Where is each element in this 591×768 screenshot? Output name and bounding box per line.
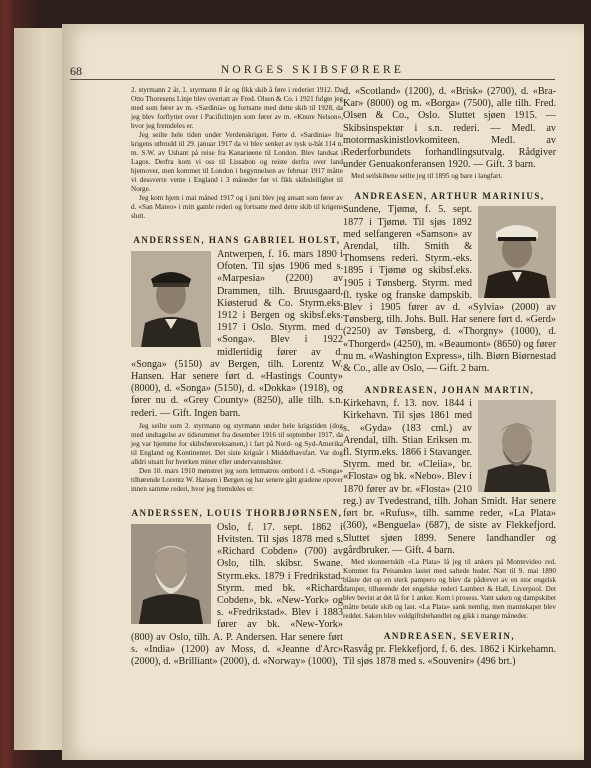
portrait-photo xyxy=(478,206,556,298)
entry-text: Oslo, f. 17. sept. 1862 i Hvitsten. Til sjøs 1878 med s. «Richard Cobden» (700) av Oslo, tilh. skibsr. Swane. Styrm.eks. 1879 i Fredrikstad. Styrm. med bk. «Richard Cobden», bk. «New-York» og s. «Fredrikstad». Blev i 1883 fører av bk. «New-York» (800) av Oslo, tilh. A. P. Andersen. Har senere ført s. «India» (1200) av Moss, d. «Jeanne d'Arc» (2000), d. «Brilliant» (2000), d. «Norway» (1000), xyxy=(131,521,343,668)
left-column xyxy=(131,86,343,668)
entry-name: ANDERSSEN, HANS GABRIEL HOLST, xyxy=(133,235,341,245)
entry-text: Kirkehavn, f. 13. nov. 1844 i Kirkehavn. Til sjøs 1861 med s. «Gyda» (183 cml.) av Arendal, tilh. Stian Eriksen m. fl. Styrm.eks. 1866 i Stavanger. Styrm. med br. «Cleiia», br. «Flosta» og bk. «Nebo». Blev i 1870 fører av br. «Flosta» (210 reg.) av Tvedestrand, tilh. Johan Smidt. Har senere ført br. «Rufus», tilh. samme reder, «La Plata» (360), «Benguela» (687), de siste av Flekkefjord. Sluttet sjøen 1899. Senere landhandler og gårdbruker. — Gift. 4 barn. xyxy=(343,398,556,556)
portrait-photo xyxy=(131,251,211,347)
entry-text-continued: d. «Scotland» (1200), d. «Brisk» (2700), d. «Bra-Kar» (8000) og m. «Borga» (7500), alle tilh. Fred. Olsen & Co., Oslo. Sluttet sjøen 1915. — Skibsinspektør i s.n. rederi. — Medl. av motormaskinistlovkomiteen. Medl. av Rederforbundets forhandlingsutvalg. Rådgiver under Genuakonferansen 1920. — Gift. 3 barn. xyxy=(343,86,556,171)
entry-text: Rasvåg pr. Flekkefjord, f. 6. des. 1862 i Kirkehamn. Til sjøs 1878 med s. «Souvenir» (496 brt.) xyxy=(343,643,556,668)
intro-paragraph: 2. styrmann 2 år, 1. styrmann 8 år og fikk skib å føre i rederiet 1912. Da Otto Thoresens Linje blev overtatt av Fred. Olsen & Co. i 1921 fulgte jeg med som fører av m. «Sardinia» og fortsatte med dette skib til 1928, da jeg blev forflyttet over i Pacificlinjen som fører av m. «Knute Nelson», hvor jeg fremdeles er. xyxy=(131,86,343,130)
portrait-photo xyxy=(478,400,556,492)
entry-note: Jeg seilte som 2. styrmann og styrmann under hele krigstiden (dog med undtagelse av tidsrummet fra desember 1916 til september 1917, da jeg var hjemme for skibsførereksamen,) i fart på Nord- og Syd-Amerika til England og Kontinentet. Det siste krigsår i Middelhavsfart. Var dog alldri utsatt for hverken miner eller undervannsbåter. xyxy=(131,421,343,466)
right-column xyxy=(343,86,556,668)
entry-name: ANDREASEN, SEVERIN, xyxy=(383,630,516,641)
portrait-photo xyxy=(131,524,211,624)
entry-text: Sundene, Tjømø, f. 5. sept. 1877 i Tjømø. Til sjøs 1892 med selfangeren «Samson» av Arendal, tilh. Smith & Thomsens rederi. Styrm.-eks. 1895 i Tjømø og skibsf.eks. 1905 i Tønsberg. Styrm. med fl. tyske og franske dampskib. Blev i 1905 fører av d. «Sylvia» (2000) av Tønsberg, tilh. Johs. Bull. Har senere ført d. «Gerd» (2250) av Tønsberg, d. «Thorgny» (1000), d. «Thorgerd» (4250), m. «Beaumont» (8650) og fører nu m. «Washington Express», tilh. Biørn Biørnestad & Co., alle av Oslo, — Gift. 2 barn. xyxy=(343,204,556,375)
page-header xyxy=(70,64,555,80)
entry-note: Den 10. mars 1910 mønstret jeg som lettmatros ombord i d. «Songa» tilhørende Lorentz W. Hansen i Bergen og har senere gått gradene opover innen samme rederi, hvor jeg fremdeles er. xyxy=(131,466,343,493)
entry-note: Med seilskibene seilte jeg til 1895 og bare i langfart. xyxy=(351,172,503,181)
entry-name: ANDREASEN, JOHAN MARTIN, xyxy=(364,385,535,396)
entry-name: ANDREASEN, ARTHUR MARINIUS, xyxy=(354,191,545,202)
page-gutter xyxy=(14,28,64,750)
intro-paragraph: Jeg seilte hele tiden under Verdenskrigen. Førte d. «Sardinia» fra krigens utbrudd til 29. januar 1917 da vi blev senket av tysk u-båt 114 n. m. S.W. av Ushant på reise fra Kanariøene til London. Blev landsat i Lagos. Derfra kom vi oss til Lissabon og reiste derfra over land hjemover, men kommet til London i begynnelsen av februar 1917 måtte vi dessverre vente i England i 3 måneder før vi fikk skibsleilighet til Norge. xyxy=(131,131,343,193)
page-number: 68 xyxy=(70,64,82,78)
entry-note: Med skonnertskib «La Plata» lå jeg til ankers på Montevideo red. Kommet fra Peisanden lastet med saltede huder. Natt til 9. mai 1890 blåste det op en sterk pampero og blev da pådrevet av en stor engelsk damper, tilhørende det engelske rederi Lambert & Hall, Liverpool. Det blev bevist at det lå for 1 anker. Kom i prosess. Vant saken og dampskibet måtte betale skib og last. «La Plata» sank nemlig, men mannskapet blev reddet. Saken blev voldgiftsbehandlet og gikk i mange måneder. xyxy=(343,557,556,620)
entry-name: ANDERSSEN, LOUIS THORBJØRNSEN, xyxy=(131,507,343,518)
intro-paragraph: Jeg kom hjem i mai måned 1917 og i juni blev jeg ansatt som fører av d. «San Mateo» i mitt gamle rederi og fortsatte med dette skib til krigens slutt. xyxy=(131,194,343,220)
entry-text: Antwerpen, f. 16. mars 1890 i Ofoten. Til sjøs 1906 med s. «Marpesia» (2200) av Drammen, tilh. Bruusgaard, Kiøsterud & Co. Styrm.eks. 1912 i Bergen og skibsf.eks. 1917 i Oslo. Styrm. med d. «Songa». Blev i 1922 midlertidig fører av d. «Songa» (5150) av Bergen, tilh. Lorentz W. Hansen. Har senere ført d. «Hastings County» (8000), d. «Songa» (5150), d. «Dokka» (1918), og fører nu d. «Grey County» (8250), alle tilh. s.n. rederi. — Gift. Ingen barn. xyxy=(131,249,343,419)
running-title: NORGES SKIBSFØRERE xyxy=(220,64,405,76)
header-rule xyxy=(70,79,555,80)
